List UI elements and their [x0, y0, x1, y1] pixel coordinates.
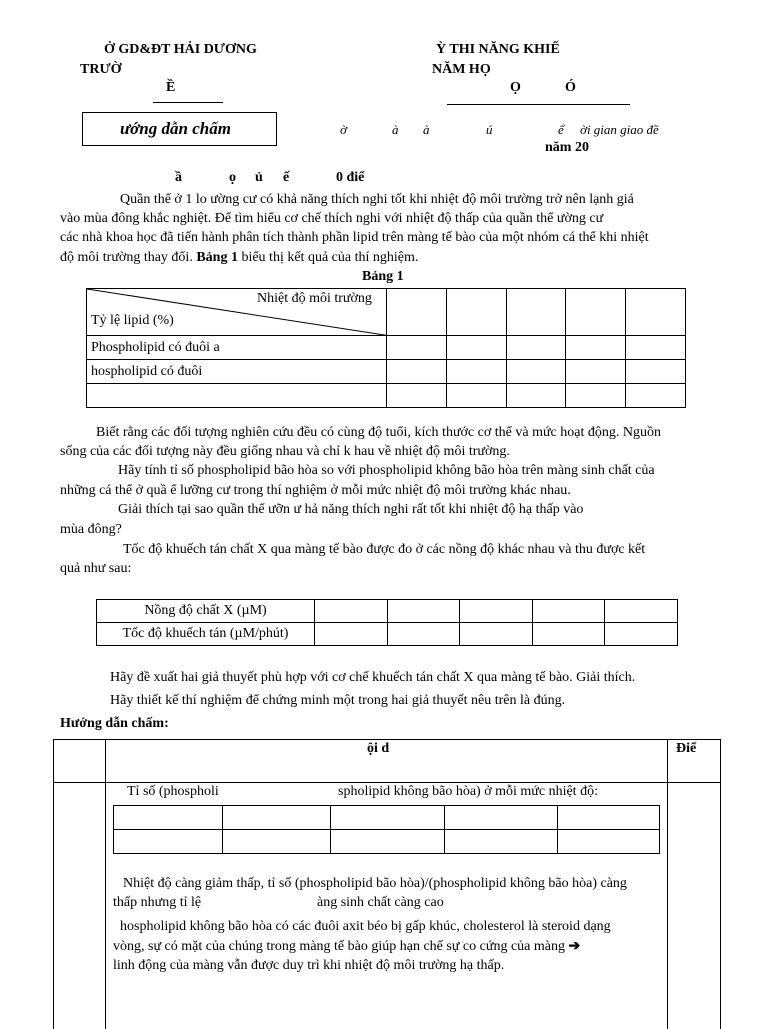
question-b-line-2: mùa đông? — [60, 522, 122, 537]
table2-cell — [315, 600, 388, 623]
header-exam-title: Ỳ THI NĂNG KHIẾ — [436, 42, 560, 57]
header-right-underline — [447, 104, 630, 105]
guide-answer-table — [113, 805, 660, 854]
header-school: TRƯỜ — [80, 62, 122, 77]
table2-concentration-label: Nồng độ chất X (µM) — [97, 600, 315, 623]
header-subject-b: Ó — [565, 80, 576, 95]
marking-guide-title: ướng dẫn chấm — [120, 119, 231, 138]
guide-row1-b: spholipid không bão hòa) ở mỗi mức nhiệt độ: — [338, 784, 598, 799]
table2-cell — [605, 600, 678, 623]
table1-cell — [446, 289, 506, 336]
header-department: Ở GD&ĐT HẢI DƯƠNG — [104, 42, 257, 57]
intro-table-ref: Bảng 1 — [196, 250, 238, 265]
intro-line-4 — [60, 250, 418, 266]
header-doc-label: Ề — [166, 80, 176, 95]
table2-cell — [387, 600, 460, 623]
table2-cell — [460, 600, 533, 623]
answer-cell — [444, 806, 558, 830]
table1-cell — [506, 336, 566, 360]
intro-line-3: các nhà khoa học đã tiến hành phân tích thành phần lipid trên màng tế bào của một nhóm cá thể khi nhiệt — [60, 230, 649, 245]
question-c-1: Hãy đề xuất hai giả thuyết phù hợp với cơ chế khuếch tán chất X qua màng tế bào. Giải thích. — [110, 670, 636, 685]
table1-cell — [626, 289, 686, 336]
table1-diagonal-header — [87, 289, 387, 336]
answer-cell — [114, 830, 223, 854]
exam-info-part-2: à — [392, 122, 399, 137]
guide-para2-line2 — [113, 938, 580, 955]
question-a-line-1: Hãy tính tỉ số phospholipid bão hòa so với phospholipid không bão hòa trên màng sinh chất của — [118, 463, 655, 478]
table1-cell — [446, 360, 506, 384]
guide-para1-line2-a: thấp nhưng tỉ lệ — [113, 895, 202, 910]
table1-lipid-label: Tỷ lệ lipid (%) — [91, 313, 174, 328]
table1-cell — [566, 336, 626, 360]
table1-cell — [506, 360, 566, 384]
intro-line-1: Quần thể ở 1 lo ường cư có khả năng thích nghi tốt khi nhiệt độ môi trường trở nên lạnh giá — [120, 192, 634, 207]
table1-row-label: hospholipid có đuôi — [87, 360, 387, 384]
guide-para2-line3: linh động của màng vẫn được duy trì khi nhiệt độ môi trường hạ thấp. — [113, 958, 505, 973]
answer-cell — [114, 806, 223, 830]
guide-para2-line2-text: vòng, sự có mặt của chúng trong màng tế bào giúp hạn chế sự co cứng của màng — [113, 939, 569, 954]
table2-rate-label: Tốc độ khuếch tán (µM/phút) — [97, 623, 315, 646]
table1-cell — [387, 384, 447, 408]
exam-info-part-3: à — [423, 122, 430, 137]
guide-header-divider — [53, 782, 721, 783]
table1-cell — [506, 384, 566, 408]
diffusion-line-2: quả như sau: — [60, 561, 132, 576]
table1-cell — [446, 384, 506, 408]
intro-line-2: vào mùa đông khắc nghiệt. Để tìm hiểu cơ chế thích nghi với nhiệt độ thấp của quần thể ường cư — [60, 211, 604, 226]
question-c-2: Hãy thiết kế thí nghiệm để chứng minh một trong hai giả thuyết nêu trên là đúng. — [110, 693, 566, 708]
header-left-underline — [153, 102, 223, 103]
table1-cell — [566, 384, 626, 408]
diffusion-line-1: Tốc độ khuếch tán chất X qua màng tế bào được đo ở các nồng độ khác nhau và thu được kết — [123, 542, 646, 557]
exam-info-part-1: ờ — [340, 122, 347, 137]
answer-cell — [558, 806, 660, 830]
answer-cell — [331, 830, 445, 854]
table2-cell — [605, 623, 678, 646]
exam-info-delivery-time: ời gian giao đề — [580, 122, 659, 137]
exam-info-part-4: ú — [486, 122, 493, 137]
table2-cell — [532, 623, 605, 646]
guide-title: Hướng dẫn chấm: — [60, 716, 169, 731]
table1-cell — [626, 360, 686, 384]
question-b-line-1: Giải thích tại sao quần thể ưỡn ư hả năng thích nghi rất tốt khi nhiệt độ hạ thấp vào — [118, 502, 584, 517]
table1-caption: Bảng 1 — [362, 269, 404, 284]
answer-cell — [331, 806, 445, 830]
intro-line-4-c: biểu thị kết quả của thí nghiệm. — [237, 250, 419, 265]
section-title-points: 0 điể — [336, 170, 365, 185]
section-title-part-4: ế — [283, 170, 290, 185]
guide-para1-line2-b: àng sinh chất càng cao — [317, 895, 444, 910]
marking-guide-box — [82, 112, 277, 146]
table2-cell — [532, 600, 605, 623]
table1-cell — [387, 336, 447, 360]
context-line-1: Biết rằng các đối tượng nghiên cứu đều có cùng độ tuổi, kích thước cơ thể và mức hoạt động. Nguồn — [96, 425, 661, 440]
answer-cell — [222, 806, 331, 830]
table1-cell — [387, 360, 447, 384]
question-a-line-2: những cá thể ở quầ ể lưỡng cư trong thí nghiệm ở mỗi mức nhiệt độ môi trường khác nhau. — [60, 483, 571, 498]
table1 — [86, 288, 686, 408]
context-line-2: sống của các đối tượng này đều giống nhau và chỉ k hau về nhiệt độ môi trường. — [60, 444, 510, 459]
header-school-year: NĂM HỌ — [432, 62, 491, 77]
guide-para2-line1: hospholipid không bão hòa có các đuôi axit béo bị gấp khúc, cholesterol là steroid dạng — [120, 919, 611, 934]
table1-cell — [566, 289, 626, 336]
exam-info-part-5: ể — [558, 122, 564, 137]
table1-cell — [626, 384, 686, 408]
section-title-part-3: ủ — [255, 170, 263, 185]
table1-temperature-label: Nhiệt độ môi trường — [257, 291, 372, 306]
table2-cell — [387, 623, 460, 646]
arrow-right-icon: ➔ — [568, 939, 581, 954]
answer-cell — [222, 830, 331, 854]
table2 — [96, 599, 678, 646]
table1-cell — [506, 289, 566, 336]
section-title-part-1: ầ — [175, 170, 182, 185]
answer-cell — [558, 830, 660, 854]
table2-cell — [460, 623, 533, 646]
guide-col-points: Điể — [676, 741, 697, 756]
table1-row-label — [87, 384, 387, 408]
table1-cell — [446, 336, 506, 360]
exam-year: năm 20 — [545, 140, 589, 155]
intro-line-4-a: độ môi trường thay đổi. — [60, 250, 197, 265]
guide-col-content: ội d — [367, 741, 390, 756]
guide-row1-a: Tỉ số (phospholi — [127, 784, 219, 799]
table1-cell — [387, 289, 447, 336]
table1-row-label: Phospholipid có đuôi a — [87, 336, 387, 360]
table1-cell — [626, 336, 686, 360]
table2-cell — [315, 623, 388, 646]
header-subject-a: Ọ — [510, 80, 521, 95]
table1-cell — [566, 360, 626, 384]
section-title-part-2: ọ — [229, 170, 236, 185]
answer-cell — [444, 830, 558, 854]
guide-para1-line1: Nhiệt độ càng giảm thấp, tỉ số (phospholipid bão hòa)/(phospholipid không bão hòa) càng — [123, 876, 627, 891]
